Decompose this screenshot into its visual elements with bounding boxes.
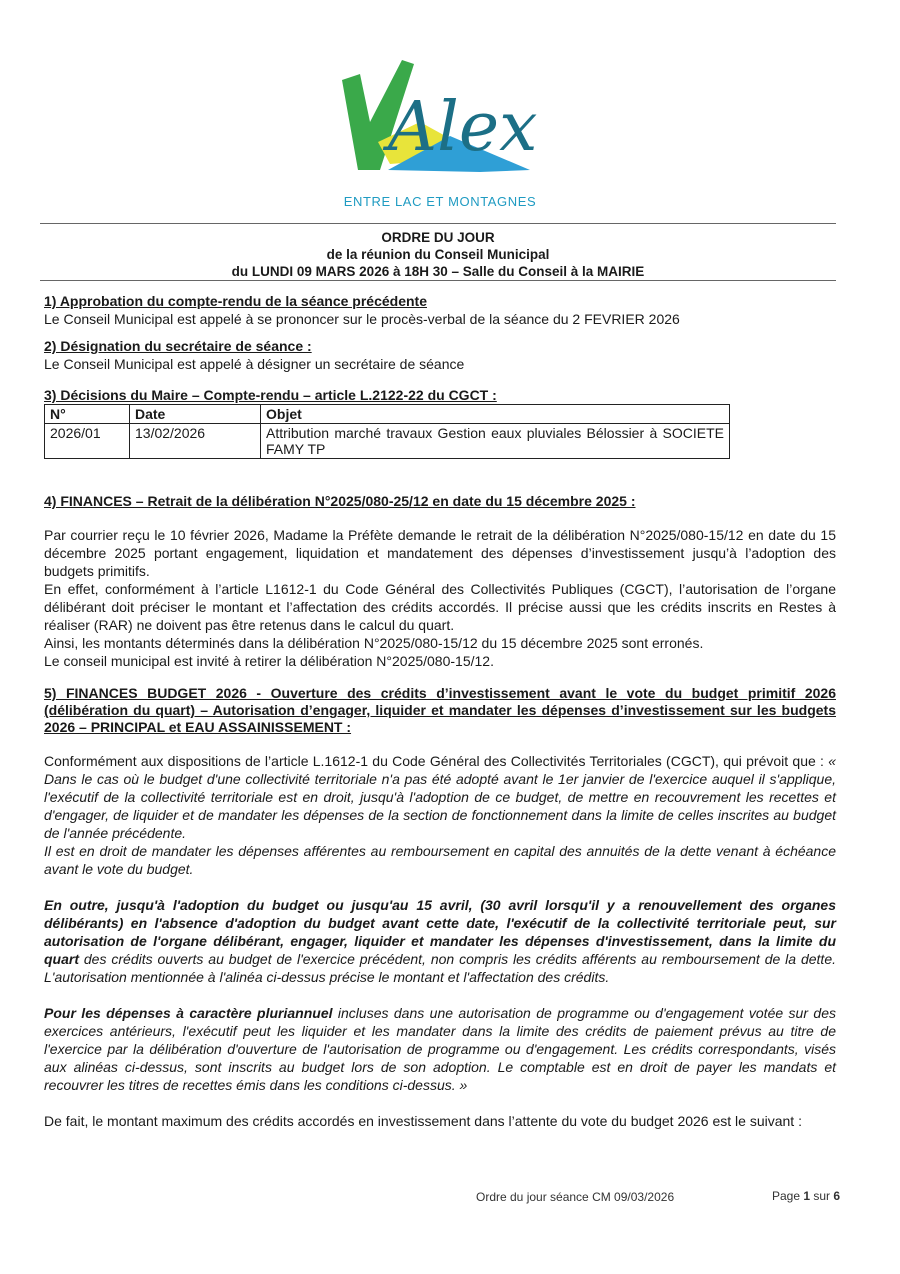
section-5-p3-bold: En outre, jusqu'à l'adoption du budget ou jusqu'au 15 avril, (30 avril lorsqu'il y a renouvellement des organes délibérants) en l'absence d'adoption du budget avant cette date, l'exécutif de la collectivité territoriale peut, sur autorisation de l'organe délibérant, engager, liquider et mandater les dépenses d'investissement, dans la limite du quart <box>44 897 836 967</box>
header-bottom-rule <box>40 280 836 281</box>
section-5-p3-rest: des crédits ouverts au budget de l'exercice précédent, non compris les crédits afférents au remboursement de la dette. L'autorisation mentionnée à l'alinéa ci-dessus précise le montant et l'affectation des crédits. <box>44 951 836 985</box>
section-5-p4-bold: Pour les dépenses à caractère pluriannuel <box>44 1005 333 1021</box>
section-4 <box>44 493 636 511</box>
agenda-title: ORDRE DU JOUR <box>381 230 495 245</box>
footer-label: Ordre du jour séance CM 09/03/2026 <box>476 1190 675 1204</box>
agenda-header <box>40 229 836 280</box>
section-2-title: 2) Désignation du secrétaire de séance : <box>44 338 312 354</box>
section-5-paragraph-2: Il est en droit de mandater les dépenses afférentes au remboursement en capital des annuités de la dette venant à échéance avant le vote du budget. <box>44 843 836 877</box>
col-header-objet: Objet <box>261 405 730 424</box>
section-5-body <box>44 752 836 1130</box>
section-3-title: 3) Décisions du Maire – Compte-rendu – article L.2122-22 du CGCT : <box>44 387 497 403</box>
decisions-table-header <box>45 405 730 424</box>
section-5-paragraph-4 <box>44 1004 836 1094</box>
section-3 <box>44 387 497 405</box>
section-5-header <box>44 685 836 736</box>
section-4-title: 4) FINANCES – Retrait de la délibération N°2025/080-25/12 en date du 15 décembre 2025 : <box>44 493 636 509</box>
section-5-quote: « Dans le cas où le budget d'une collectivité territoriale n'a pas été adopté avant le 1er janvier de l'exercice auquel il s'applique, l'exécutif de la collectivité territoriale est en droit, jusqu'à l'adoption de ce budget, de mettre en recouvrement les recettes et d'engager, de liquider et de mandater les dépenses de la section de fonctionnement dans la limite de celles inscrites au budget de l'année précédente. <box>44 753 836 841</box>
page-total: 6 <box>833 1189 841 1203</box>
table-row <box>45 424 730 459</box>
cell-num: 2026/01 <box>45 424 130 459</box>
page-current: 1 <box>803 1189 811 1203</box>
section-2-text: Le Conseil Municipal est appelé à désigner un secrétaire de séance <box>44 355 465 372</box>
section-5-paragraph-3 <box>44 896 836 986</box>
cell-date: 13/02/2026 <box>130 424 261 459</box>
agenda-date-line: du LUNDI 09 MARS 2026 à 18H 30 – Salle du Conseil à la MAIRIE <box>231 264 645 279</box>
section-4-paragraph-3: Ainsi, les montants déterminés dans la délibération N°2025/080-15/12 du 15 décembre 2025 sont erronés. <box>44 635 704 651</box>
cell-objet: Attribution marché travaux Gestion eaux pluviales Bélossier à SOCIETE FAMY TP <box>261 424 730 459</box>
logo-tagline: ENTRE LAC ET MONTAGNES <box>343 194 537 209</box>
section-5-lead: Conformément aux dispositions de l’article L.1612-1 du Code Général des Collectivités Territoriales (CGCT), qui prévoit que : <box>44 753 829 769</box>
section-5-title: 5) FINANCES BUDGET 2026 - Ouverture des crédits d’investissement avant le vote du budget primitif 2026 (délibération du quart) – Autorisation d’engager, liquider et mandater les dépenses d’investissement sur les budgets 2026 – PRINCIPAL et EAU ASSAINISSEMENT : <box>44 685 836 735</box>
section-4-paragraph-2: En effet, conformément à l’article L1612-1 du Code Général des Collectivités Publiques (CGCT), l’autorisation de l’organe délibérant doit préciser le montant et l’affectation des crédits accordés. Il précise aussi que les crédits inscrits en Restes à réaliser (RAR) ne doivent pas être retenus dans le calcul du quart. <box>44 581 836 633</box>
section-1-title: 1) Approbation du compte-rendu de la séance précédente <box>44 293 427 309</box>
section-4-paragraph-1: Par courrier reçu le 10 février 2026, Madame la Préfète demande le retrait de la délibération N°2025/080-15/12 en date du 15 décembre 2025 portant engagement, liquidation et mandatement des dépenses d’investissement jusqu’à l’adoption des budgets primitifs. <box>44 527 836 579</box>
section-4-paragraph-4: Le conseil municipal est invité à retirer la délibération N°2025/080-15/12. <box>44 653 494 669</box>
logo-wordmark: Alex <box>388 88 538 167</box>
section-1-text: Le Conseil Municipal est appelé à se prononcer sur le procès-verbal de la séance du 2 FEVRIER 2026 <box>44 310 680 327</box>
section-4-body <box>44 526 836 670</box>
section-5-p4-rest: incluses dans une autorisation de programme ou d'engagement votée sur des exercices antérieurs, l'exécutif peut les liquider et les mandater dans la limite des crédits de paiement prévus au titre de l'exercice par la délibération d'ouverture de l'autorisation de programme ou d'engagement. Les crédits correspondants, visés aux alinéas ci-dessus, sont inscrits au budget lors de son adoption. Le comptable est en droit de payer les mandats et recouvrer les titres de recettes émis dans les conditions ci-dessus. » <box>44 1005 836 1093</box>
agenda-subtitle: de la réunion du Conseil Municipal <box>326 247 550 262</box>
section-5-paragraph-1 <box>44 752 836 842</box>
page-number <box>772 1189 840 1203</box>
decisions-table <box>44 404 730 459</box>
alex-logo <box>330 52 550 212</box>
page-mid: sur <box>810 1189 834 1203</box>
section-1 <box>44 293 680 328</box>
col-header-date: Date <box>130 405 261 424</box>
page-prefix: Page <box>772 1189 804 1203</box>
header-top-rule <box>40 223 836 224</box>
col-header-num: N° <box>45 405 130 424</box>
section-5-paragraph-5: De fait, le montant maximum des crédits accordés en investissement dans l’attente du vote du budget 2026 est le suivant : <box>44 1113 802 1129</box>
section-2 <box>44 338 464 373</box>
